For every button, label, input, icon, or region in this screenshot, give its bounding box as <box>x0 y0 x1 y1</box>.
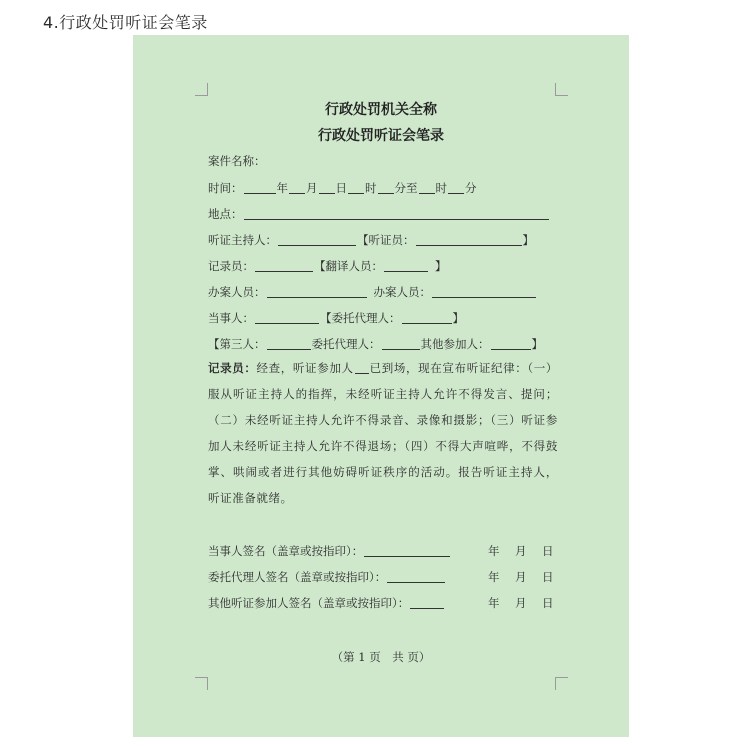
party-row <box>208 310 464 326</box>
document-title: 行政处罚听证会笔录 <box>318 128 444 144</box>
date-month: 月 <box>515 544 527 558</box>
minute-label: 分 <box>394 181 406 195</box>
hour2-label: 时 <box>435 181 447 195</box>
handler1-label: 办案人员： <box>208 285 266 299</box>
hour-blank[interactable] <box>348 181 364 194</box>
party-blank[interactable] <box>255 311 319 324</box>
day-blank[interactable] <box>319 181 335 194</box>
location-label: 地点： <box>208 207 243 221</box>
signature-label: 其他听证参加人签名（盖章或按指印）： <box>208 596 410 610</box>
crop-mark-bottom-right <box>555 677 568 690</box>
party-label: 当事人： <box>208 311 254 325</box>
hearing-officer-blank[interactable] <box>416 233 522 246</box>
date-year: 年 <box>488 570 500 584</box>
signature-row <box>208 595 445 611</box>
third-agent-blank[interactable] <box>382 337 420 350</box>
hour2-blank[interactable] <box>419 181 435 194</box>
bracket-close: 】 <box>435 259 447 273</box>
signature-blank[interactable] <box>387 570 445 583</box>
signature-label: 当事人签名（盖章或按指印）： <box>208 544 364 558</box>
crop-mark-top-right <box>555 83 568 96</box>
handler1-blank[interactable] <box>267 285 367 298</box>
hour-label: 时 <box>365 181 377 195</box>
recorder-blank[interactable] <box>255 259 313 272</box>
time-label: 时间： <box>208 181 243 195</box>
signature-label: 委托代理人签名（盖章或按指印）： <box>208 570 387 584</box>
signature-row <box>208 543 451 559</box>
date-year: 年 <box>488 544 500 558</box>
translator-label: 【翻译人员： <box>314 259 383 273</box>
year-label: 年 <box>276 181 288 195</box>
authority-name: 行政处罚机关全称 <box>325 102 437 118</box>
date-year: 年 <box>488 596 500 610</box>
date-day: 日 <box>542 544 554 558</box>
date-day: 日 <box>542 596 554 610</box>
bracket-close: 】 <box>522 233 534 247</box>
signature-blank[interactable] <box>364 544 450 557</box>
location-blank[interactable] <box>244 207 549 220</box>
time-row <box>208 180 477 196</box>
section-heading: 4.行政处罚听证会笔录 <box>43 13 208 32</box>
agent-blank[interactable] <box>402 311 452 324</box>
minute2-blank[interactable] <box>448 181 464 194</box>
other-participant-blank[interactable] <box>491 337 531 350</box>
handler-row <box>208 284 537 300</box>
third-agent-label: 委托代理人： <box>311 337 381 351</box>
third-party-row <box>208 336 543 352</box>
month-label: 月 <box>306 181 318 195</box>
case-name-label: 案件名称： <box>208 154 266 168</box>
case-name-row <box>208 153 266 169</box>
agent-label: 【委托代理人： <box>320 311 401 325</box>
page-footer: （第 1 页 共 页） <box>331 650 431 664</box>
other-participant-label: 其他参加人： <box>420 337 490 351</box>
record-text-2: 已到场，现在宣布听证纪律：（一）服从听证主持人的指挥，未经听证主持人允许不得发言、提问；（二）未经听证主持人允许不得录音、录像和摄影；（三）听证参加人未经听证主持人允许不得退场；（四）不得大声喧哗，不得鼓掌、哄闹或者进行其他妨碍听证秩序的活动。报告听证主持人，听证准备就绪。 <box>208 361 558 505</box>
month-blank[interactable] <box>289 181 305 194</box>
minute2-label: 分 <box>465 181 477 195</box>
crop-mark-top-left <box>195 83 208 96</box>
signature-blank[interactable] <box>410 596 444 609</box>
to-label: 至 <box>406 181 418 195</box>
date-month: 月 <box>515 596 527 610</box>
bracket-close: 】 <box>452 311 464 325</box>
recorder-row <box>208 258 447 274</box>
attendee-blank[interactable] <box>355 361 369 374</box>
translator-blank[interactable] <box>384 259 428 272</box>
host-row <box>208 232 534 248</box>
record-intro: 记录员： <box>208 361 257 375</box>
recorder-label: 记录员： <box>208 259 254 273</box>
record-paragraph <box>208 355 558 511</box>
host-blank[interactable] <box>278 233 356 246</box>
handler2-label: 办案人员： <box>373 285 431 299</box>
date-month: 月 <box>515 570 527 584</box>
location-row <box>208 206 550 222</box>
crop-mark-bottom-left <box>195 677 208 690</box>
host-label: 听证主持人： <box>208 233 277 247</box>
signature-row <box>208 569 446 585</box>
bracket-close: 】 <box>531 337 543 351</box>
year-blank[interactable] <box>244 181 276 194</box>
minute-blank[interactable] <box>378 181 394 194</box>
third-party-blank[interactable] <box>267 337 311 350</box>
hearing-officer-label: 【听证员： <box>357 233 415 247</box>
document-page <box>133 35 629 737</box>
third-party-label: 【第三人： <box>208 337 266 351</box>
date-day: 日 <box>542 570 554 584</box>
day-label: 日 <box>335 181 347 195</box>
record-text-1: 经查，听证参加人 <box>256 361 354 375</box>
handler2-blank[interactable] <box>432 285 536 298</box>
